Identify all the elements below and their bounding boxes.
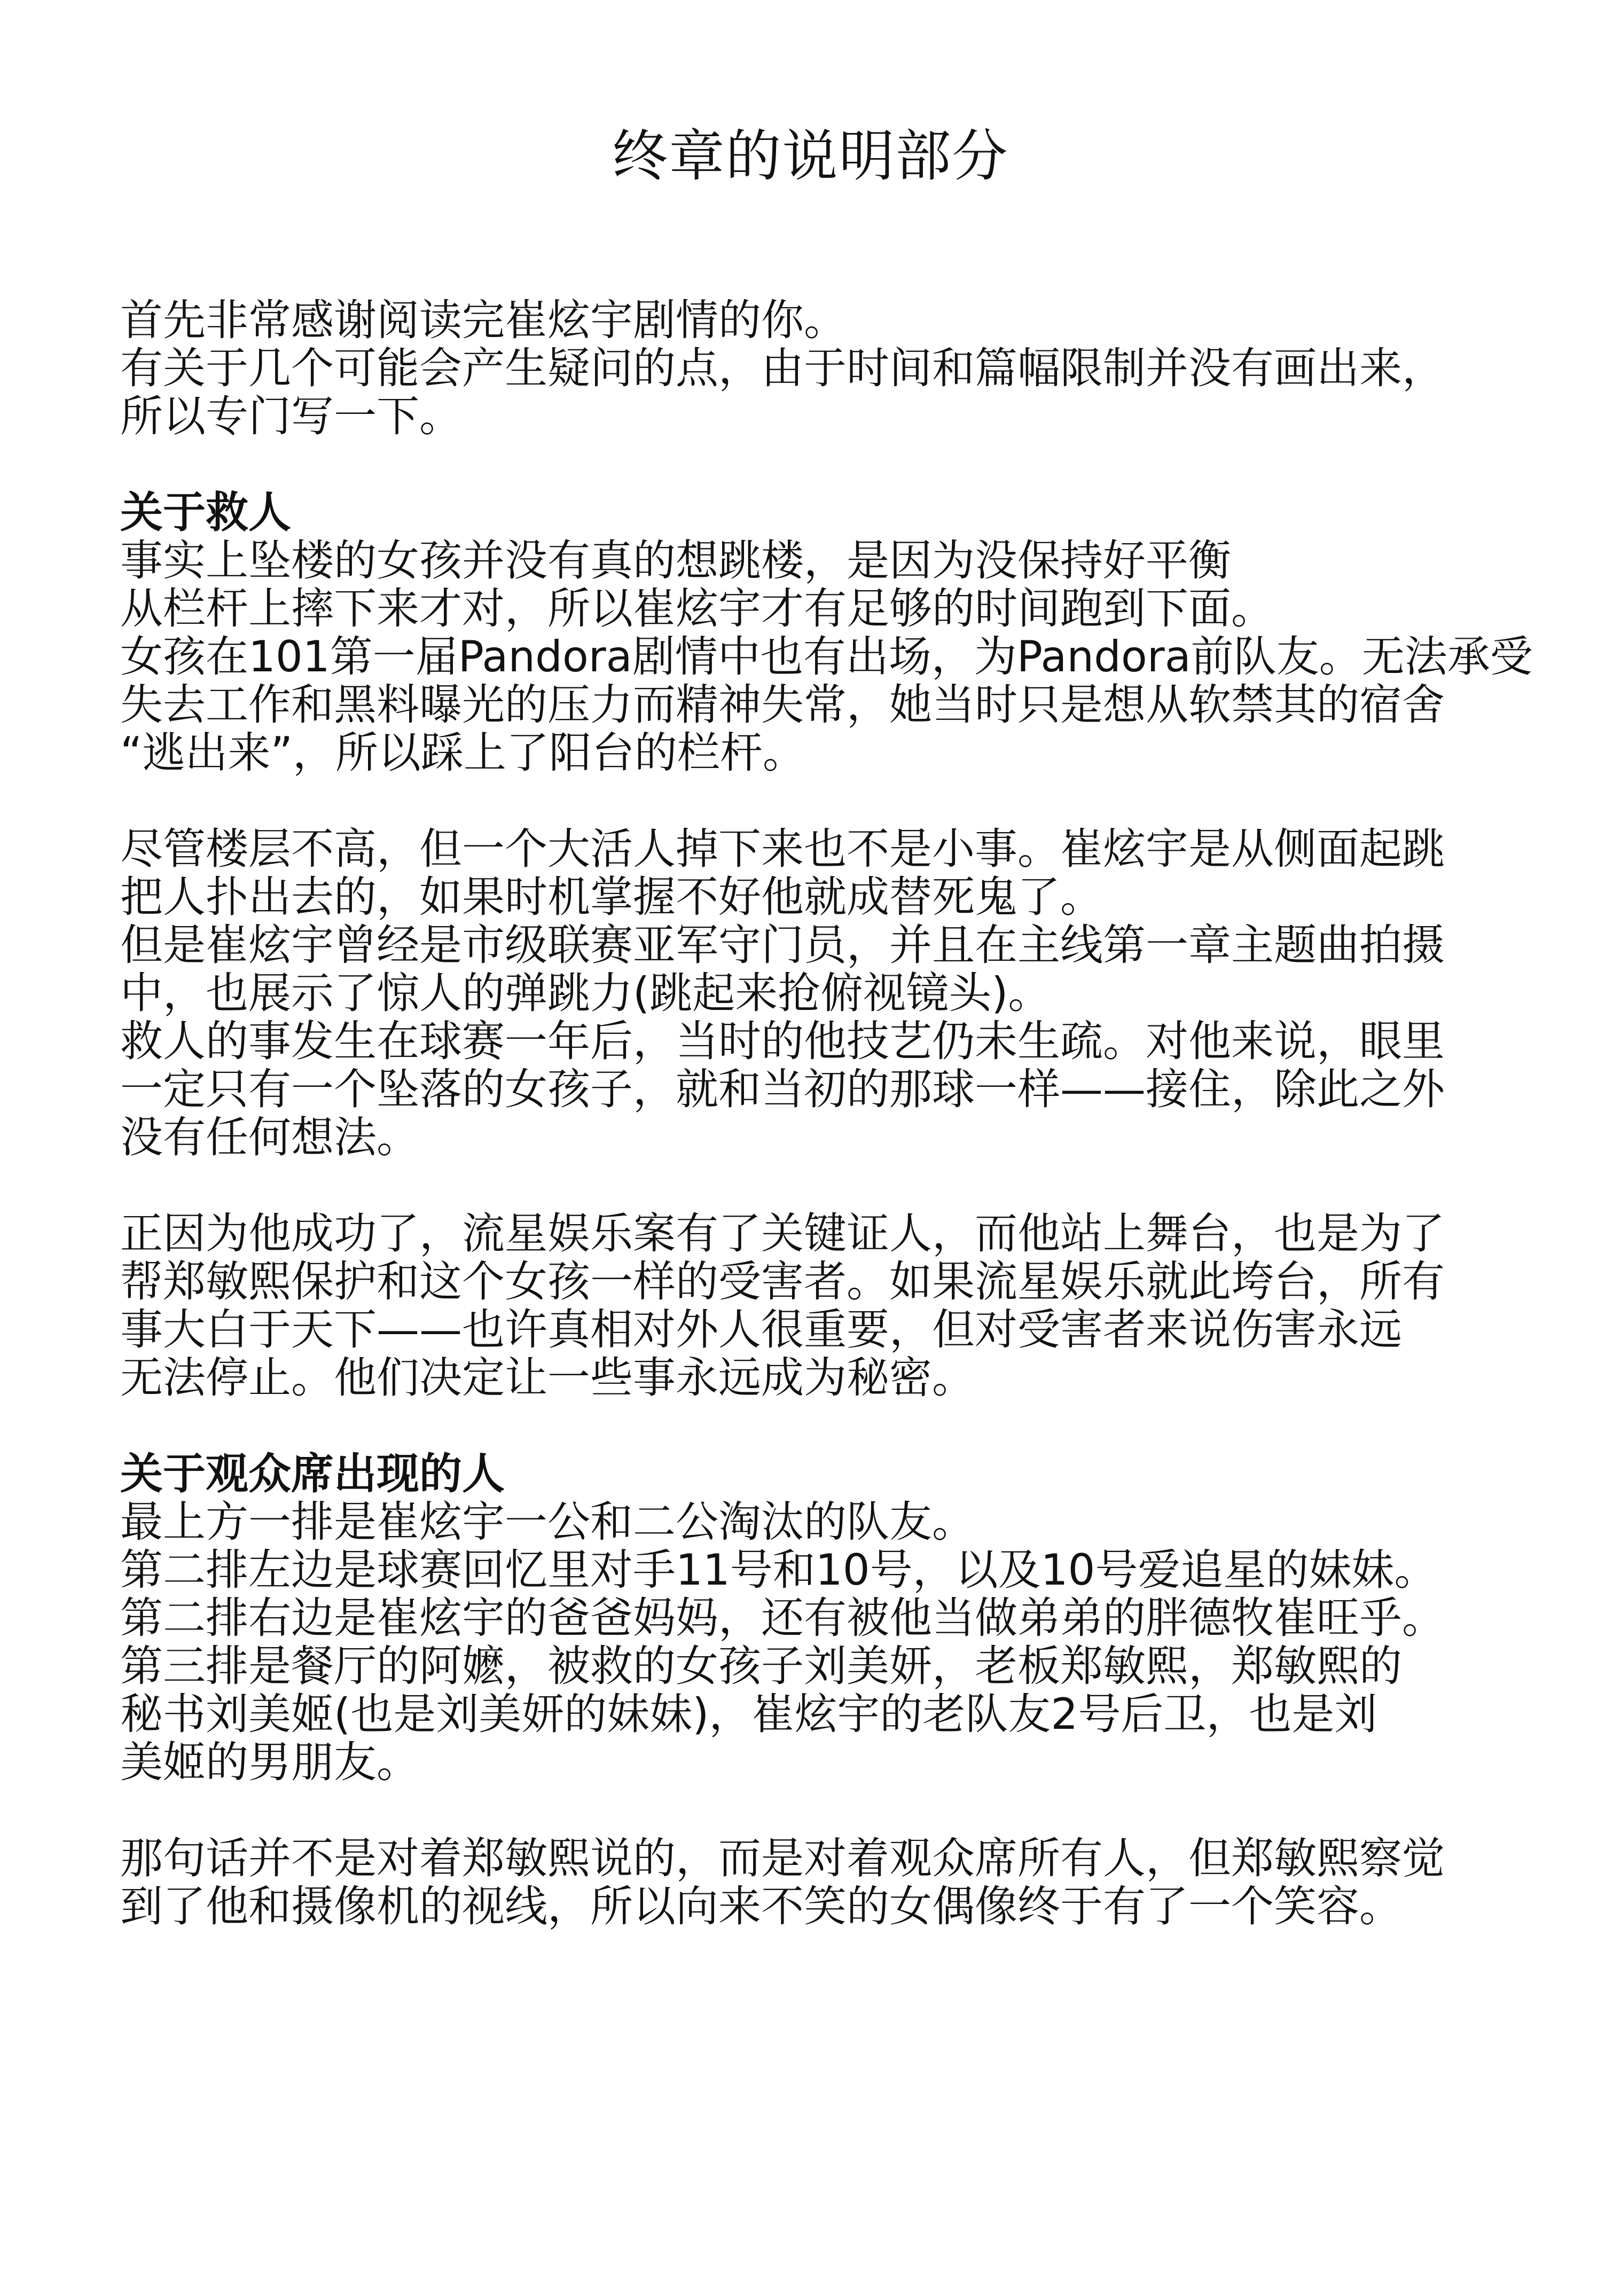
text-line: 到了他和摄像机的视线，所以向来不笑的女偶像终于有了一个笑容。 xyxy=(120,1882,1402,1931)
text-line: 正因为他成功了，流星娱乐案有了关键证人，而他站上舞台，也是为了 xyxy=(120,1209,1445,1258)
text-line: 第二排左边是球赛回忆里对手11号和10号，以及10号爱追星的妹妹。 xyxy=(120,1545,1437,1595)
section-heading: 关于救人 xyxy=(120,488,291,537)
text-line: 最上方一排是崔炫宇一公和二公淘汰的队友。 xyxy=(120,1497,975,1547)
text-line: 第三排是餐厅的阿嬷，被救的女孩子刘美妍，老板郑敏熙，郑敏熙的 xyxy=(120,1641,1402,1691)
text-line: 事实上坠楼的女孩并没有真的想跳楼，是因为没保持好平衡 xyxy=(120,536,1231,585)
text-line: 尽管楼层不高，但一个大活人掉下来也不是小事。崔炫宇是从侧面起跳 xyxy=(120,824,1445,874)
text-line: 那句话并不是对着郑敏熙说的，而是对着观众席所有人，但郑敏熙察觉 xyxy=(120,1833,1445,1883)
text-line: 救人的事发生在球赛一年后，当时的他技艺仍未生疏。对他来说，眼里 xyxy=(120,1016,1445,1066)
text-line: 从栏杆上摔下来才对，所以崔炫宇才有足够的时间跑到下面。 xyxy=(120,584,1274,633)
text-line: 有关于几个可能会产生疑问的点，由于时间和篇幅限制并没有画出来， xyxy=(120,343,1445,393)
section-heading: 关于观众席出现的人 xyxy=(120,1449,505,1499)
page-title: 终章的说明部分 xyxy=(612,123,1009,189)
document-body xyxy=(120,295,1533,1931)
text-line: 中，也展示了惊人的弹跳力(跳起来抢俯视镜头)。 xyxy=(120,968,1051,1018)
text-line: 第二排右边是崔炫宇的爸爸妈妈，还有被他当做弟弟的胖德牧崔旺乎。 xyxy=(120,1593,1445,1643)
text-line: 把人扑出去的，如果时机掌握不好他就成替死鬼了。 xyxy=(120,872,1103,922)
paragraph xyxy=(120,1835,1530,1931)
text-line: 秘书刘美姬(也是刘美妍的妹妹)，崔炫宇的老队友2号后卫，也是刘 xyxy=(120,1689,1377,1739)
text-line: 女孩在101第一届Pandora剧情中也有出场，为Pandora前队友。无法承受 xyxy=(120,632,1533,681)
text-line: 失去工作和黑料曝光的压力而精神失常，她当时只是想从软禁其的宿舍 xyxy=(120,680,1445,730)
paragraph xyxy=(120,825,1530,1162)
text-line: 但是崔炫宇曾经是市级联赛亚军守门员，并且在主线第一章主题曲拍摄 xyxy=(120,920,1445,970)
paragraph xyxy=(120,1210,1530,1402)
paragraph xyxy=(120,296,1530,441)
text-line: 无法停止。他们决定让一些事永远成为秘密。 xyxy=(120,1353,975,1402)
text-line: 帮郑敏熙保护和这个女孩一样的受害者。如果流星娱乐就此垮台，所有 xyxy=(120,1257,1445,1306)
text-line: 美姬的男朋友。 xyxy=(120,1737,419,1787)
paragraph xyxy=(120,488,1533,778)
text-line: 首先非常感谢阅读完崔炫宇剧情的你。 xyxy=(120,295,847,345)
text-line: 一定只有一个坠落的女孩子，就和当初的那球一样——接住，除此之外 xyxy=(120,1064,1445,1114)
text-line: 事大白于天下——也许真相对外人很重要，但对受害者来说伤害永远 xyxy=(120,1305,1402,1354)
text-line: 没有任何想法。 xyxy=(120,1112,419,1162)
text-line: 所以专门写一下。 xyxy=(120,391,462,441)
text-line: “逃出来”，所以踩上了阳台的栏杆。 xyxy=(120,728,805,778)
paragraph xyxy=(120,1450,1530,1786)
